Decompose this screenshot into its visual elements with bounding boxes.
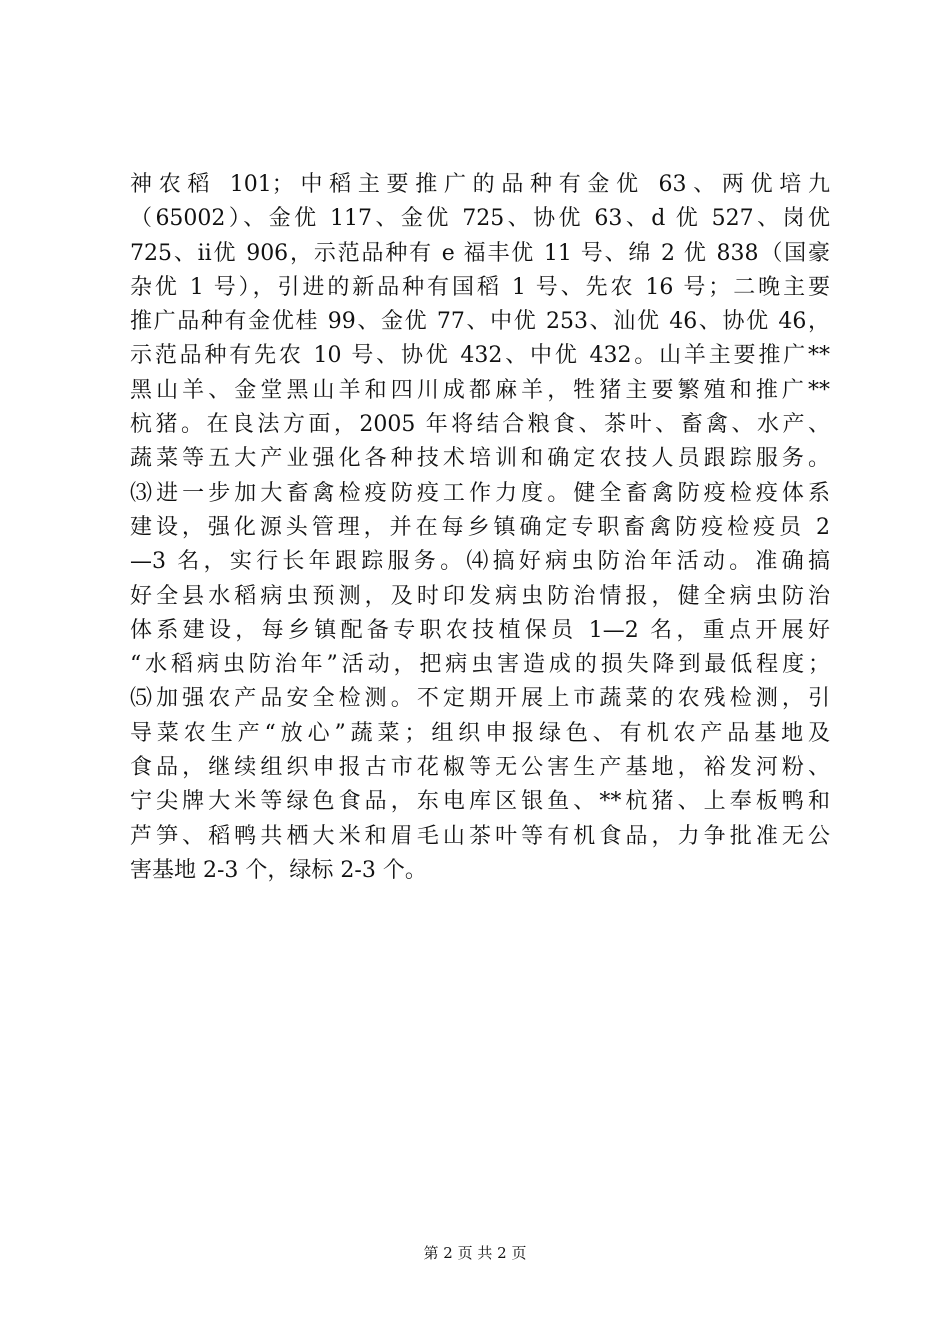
text-line: 导菜农生产“放心”蔬菜；组织申报绿色、有机农产品基地及 xyxy=(130,720,830,746)
text-line: 神农稻 101；中稻主要推广的品种有金优 63、两优培九 xyxy=(130,172,830,197)
text-line: ⑸加强农产品安全检测。不定期开展上市蔬菜的农残检测，引 xyxy=(130,686,830,712)
text-line: 好全县水稻病虫预测，及时印发病虫防治情报，健全病虫防治 xyxy=(130,583,830,609)
text-line: 建设，强化源头管理，并在每乡镇确定专职畜禽防疫检疫员 2 xyxy=(130,514,830,540)
body-text xyxy=(130,168,830,888)
text-line: 蔬菜等五大产业强化各种技术培训和确定农技人员跟踪服务。 xyxy=(130,446,830,472)
text-line: —3 名，实行长年跟踪服务。⑷搞好病虫防治年活动。准确搞 xyxy=(130,549,830,575)
text-line: 体系建设，每乡镇配备专职农技植保员 1—2 名，重点开展好 xyxy=(130,617,830,643)
text-line: 黑山羊、金堂黑山羊和四川成都麻羊，牲猪主要繁殖和推广** xyxy=(130,377,830,403)
text-line: 杭猪。在良法方面，2005 年将结合粮食、茶叶、畜禽、水产、 xyxy=(130,412,830,438)
text-line: （65002）、金优 117、金优 725、协优 63、d 优 527、岗优 xyxy=(130,206,830,232)
page-footer: 第 2 页 共 2 页 xyxy=(423,1244,527,1262)
text-line: 示范品种有先农 10 号、协优 432、中优 432。山羊主要推广** xyxy=(130,343,830,369)
text-line: “水稻病虫防治年”活动，把病虫害造成的损失降到最低程度； xyxy=(130,652,830,678)
text-line: 害基地 2-3 个，绿标 2-3 个。 xyxy=(130,857,427,883)
text-line: 杂优 1 号），引进的新品种有国稻 1 号、先农 16 号；二晚主要 xyxy=(130,274,830,300)
text-line: 725、ⅱ优 906，示范品种有 e 福丰优 11 号、绵 2 优 838（国豪 xyxy=(130,240,830,266)
text-line: ⑶进一步加大畜禽检疫防疫工作力度。健全畜禽防疫检疫体系 xyxy=(130,480,830,506)
text-line: 芦笋、稻鸭共栖大米和眉毛山茶叶等有机食品，力争批准无公 xyxy=(130,823,830,849)
text-line: 推广品种有金优桂 99、金优 77、中优 253、汕优 46、协优 46， xyxy=(130,309,830,335)
text-line: 食品，继续组织申报古市花椒等无公害生产基地，裕发河粉、 xyxy=(130,755,830,781)
text-line: 宁尖牌大米等绿色食品，东电库区银鱼、**杭猪、上奉板鸭和 xyxy=(130,789,830,815)
